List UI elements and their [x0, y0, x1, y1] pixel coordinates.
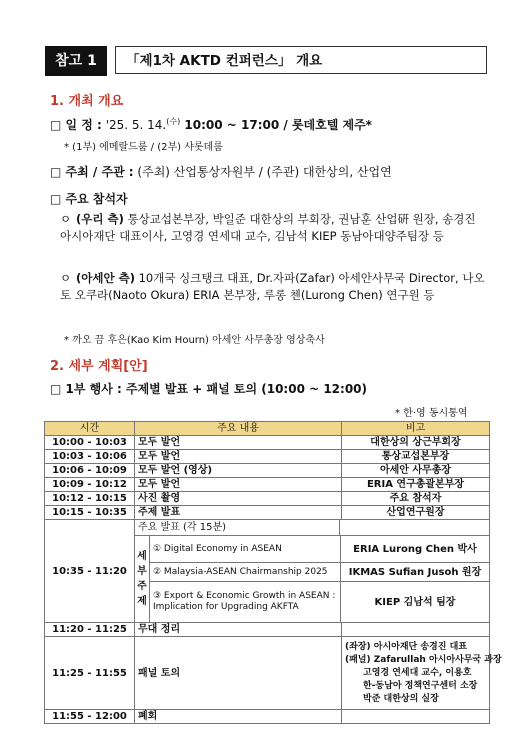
- table-row: [45, 506, 490, 520]
- table-header-row: [45, 422, 490, 436]
- table-row: [45, 710, 490, 724]
- date-rest: 10:00 ~ 17:00 / 롯데호텔 제주*: [180, 118, 372, 132]
- panel-line: (좌장) 아시아재단 송경진 대표: [345, 641, 467, 652]
- topic-speaker: ERIA Lurong Chen 박사: [353, 543, 477, 555]
- topic-block: [135, 520, 489, 622]
- weekday: (수): [166, 117, 181, 126]
- date-note: * (1부) 에메랄드룸 / (2부) 샤롯데룸: [64, 142, 223, 153]
- side-char: 세: [137, 551, 147, 562]
- asean-text: 10개국 싱크탱크 대표, Dr.자파(Zafar) 아세안사무국 Director, 나오토 오쿠라(Naoto Okura) ERIA 본부장, 루롱 첸(Lurong Chen) 연구원 등: [60, 271, 485, 302]
- asean-label: (아세안 측): [76, 271, 135, 285]
- side-char: 제: [137, 596, 147, 607]
- topic-time: 10:35 - 11:20: [45, 520, 135, 623]
- panel-line: 한-동남아 정책연구센터 소장: [363, 680, 478, 691]
- topic-item: [150, 563, 489, 582]
- topic-item: [150, 582, 489, 622]
- table-row: [45, 450, 490, 464]
- topic-cell: [135, 520, 490, 623]
- row-content: 모두 발언: [135, 436, 342, 450]
- panel-content: 패널 토의: [135, 637, 342, 710]
- panel-row: [45, 637, 490, 710]
- korea-text: 통상교섭본부장, 박일준 대한상의 부회장, 권남훈 산업硏 원장, 송경진 아시아재단 대표이사, 고영경 연세대 교수, 김남석 KIEP 동남아대양주팀장 등: [60, 212, 476, 243]
- row-content: 모두 발언: [135, 450, 342, 464]
- side-char: 부: [137, 566, 147, 577]
- topic-row: [45, 520, 490, 623]
- row-content: 폐회: [135, 710, 342, 724]
- part1-line: □ 1부 행사 : 주제별 발표 + 패널 토의 (10:00 ~ 12:00): [50, 382, 368, 396]
- row-time: 10:00 - 10:03: [45, 436, 135, 450]
- row-note: 주요 참석자: [342, 492, 490, 506]
- topic-text: ③ Export & Economic Growth in ASEAN : Implication for Upgrading AKFTA: [150, 582, 341, 622]
- row-note: 아세안 사무총장: [342, 464, 490, 478]
- col-note: 비고: [342, 422, 490, 436]
- host-value: (주최) 산업통상자원부 / (주관) 대한상의, 산업연: [133, 165, 392, 179]
- panel-line: (패널) Zafarullah 아시아사무국 과장: [345, 654, 502, 665]
- topic-items: [135, 536, 489, 622]
- panel-time: 11:25 - 11:55: [45, 637, 135, 710]
- host-label: □ 주최 / 주관 :: [50, 165, 134, 179]
- attendees-title: □ 주요 참석자: [50, 192, 128, 206]
- panel-members: [342, 637, 502, 710]
- row-time: 11:20 - 11:25: [45, 623, 135, 637]
- topic-text: ① Digital Economy in ASEAN: [150, 536, 341, 562]
- row-note: 산업연구원장: [342, 506, 490, 520]
- row-time: 10:03 - 10:06: [45, 450, 135, 464]
- row-note: 대한상의 상근부회장: [342, 436, 490, 450]
- row-content: 무대 정리: [135, 623, 342, 637]
- row-time: 10:06 - 10:09: [45, 464, 135, 478]
- asean-note: * 까오 끔 후은(Kao Kim Hourn) 아세안 사무총장 영상축사: [64, 335, 325, 346]
- bullet: ㅇ: [60, 212, 72, 226]
- host-line: [50, 163, 392, 180]
- date-value: '25. 5. 14.: [105, 118, 167, 132]
- interpretation-note: * 한·영 동시통역: [395, 408, 468, 419]
- date-label: □ 일 정 :: [50, 118, 102, 132]
- reference-badge: 참고 1: [45, 46, 107, 76]
- table-row: [45, 464, 490, 478]
- row-time: 10:15 - 10:35: [45, 506, 135, 520]
- asean-attendees: [60, 270, 490, 304]
- korea-attendees: [60, 211, 490, 245]
- table-row: [45, 478, 490, 492]
- sub-topic-label: [135, 536, 150, 622]
- topic-text: ② Malaysia-ASEAN Chairmanship 2025: [150, 563, 341, 581]
- topic-speaker: KIEP 김남석 팀장: [374, 596, 456, 608]
- topic-header: 주요 발표 (각 15분): [135, 520, 340, 535]
- header: [45, 46, 490, 76]
- row-time: 10:12 - 10:15: [45, 492, 135, 506]
- side-char: 주: [137, 581, 147, 592]
- row-note: 통상교섭본부장: [342, 450, 490, 464]
- row-time: 10:09 - 10:12: [45, 478, 135, 492]
- row-note: ERIA 연구총괄본부장: [342, 478, 490, 492]
- topic-speaker: IKMAS Sufian Jusoh 원장: [348, 566, 482, 578]
- korea-label: (우리 측): [76, 212, 124, 226]
- date-line: [50, 116, 372, 133]
- row-content: 모두 발언: [135, 478, 342, 492]
- table-row: [45, 436, 490, 450]
- col-time: 시간: [45, 422, 135, 436]
- row-content: 모두 발언 (영상): [135, 464, 342, 478]
- topic-item: [150, 536, 489, 563]
- schedule-table: [44, 421, 502, 724]
- table-row: [45, 492, 490, 506]
- bullet: ㅇ: [60, 271, 72, 285]
- section-2-title: 2. 세부 계획[안]: [50, 359, 148, 374]
- col-content: 주요 내용: [135, 422, 342, 436]
- row-time: 11:55 - 12:00: [45, 710, 135, 724]
- section-1-title: 1. 개최 개요: [50, 94, 124, 109]
- topic-header-row: [135, 520, 489, 536]
- panel-line: 고영경 연세대 교수, 이용호: [363, 667, 472, 678]
- table-row: [45, 623, 490, 637]
- panel-line: 박준 대한상의 실장: [363, 693, 439, 704]
- row-content: 사진 촬영: [135, 492, 342, 506]
- row-content: 주제 발표: [135, 506, 342, 520]
- page-title: 「제1차 AKTD 컨퍼런스」 개요: [115, 46, 487, 74]
